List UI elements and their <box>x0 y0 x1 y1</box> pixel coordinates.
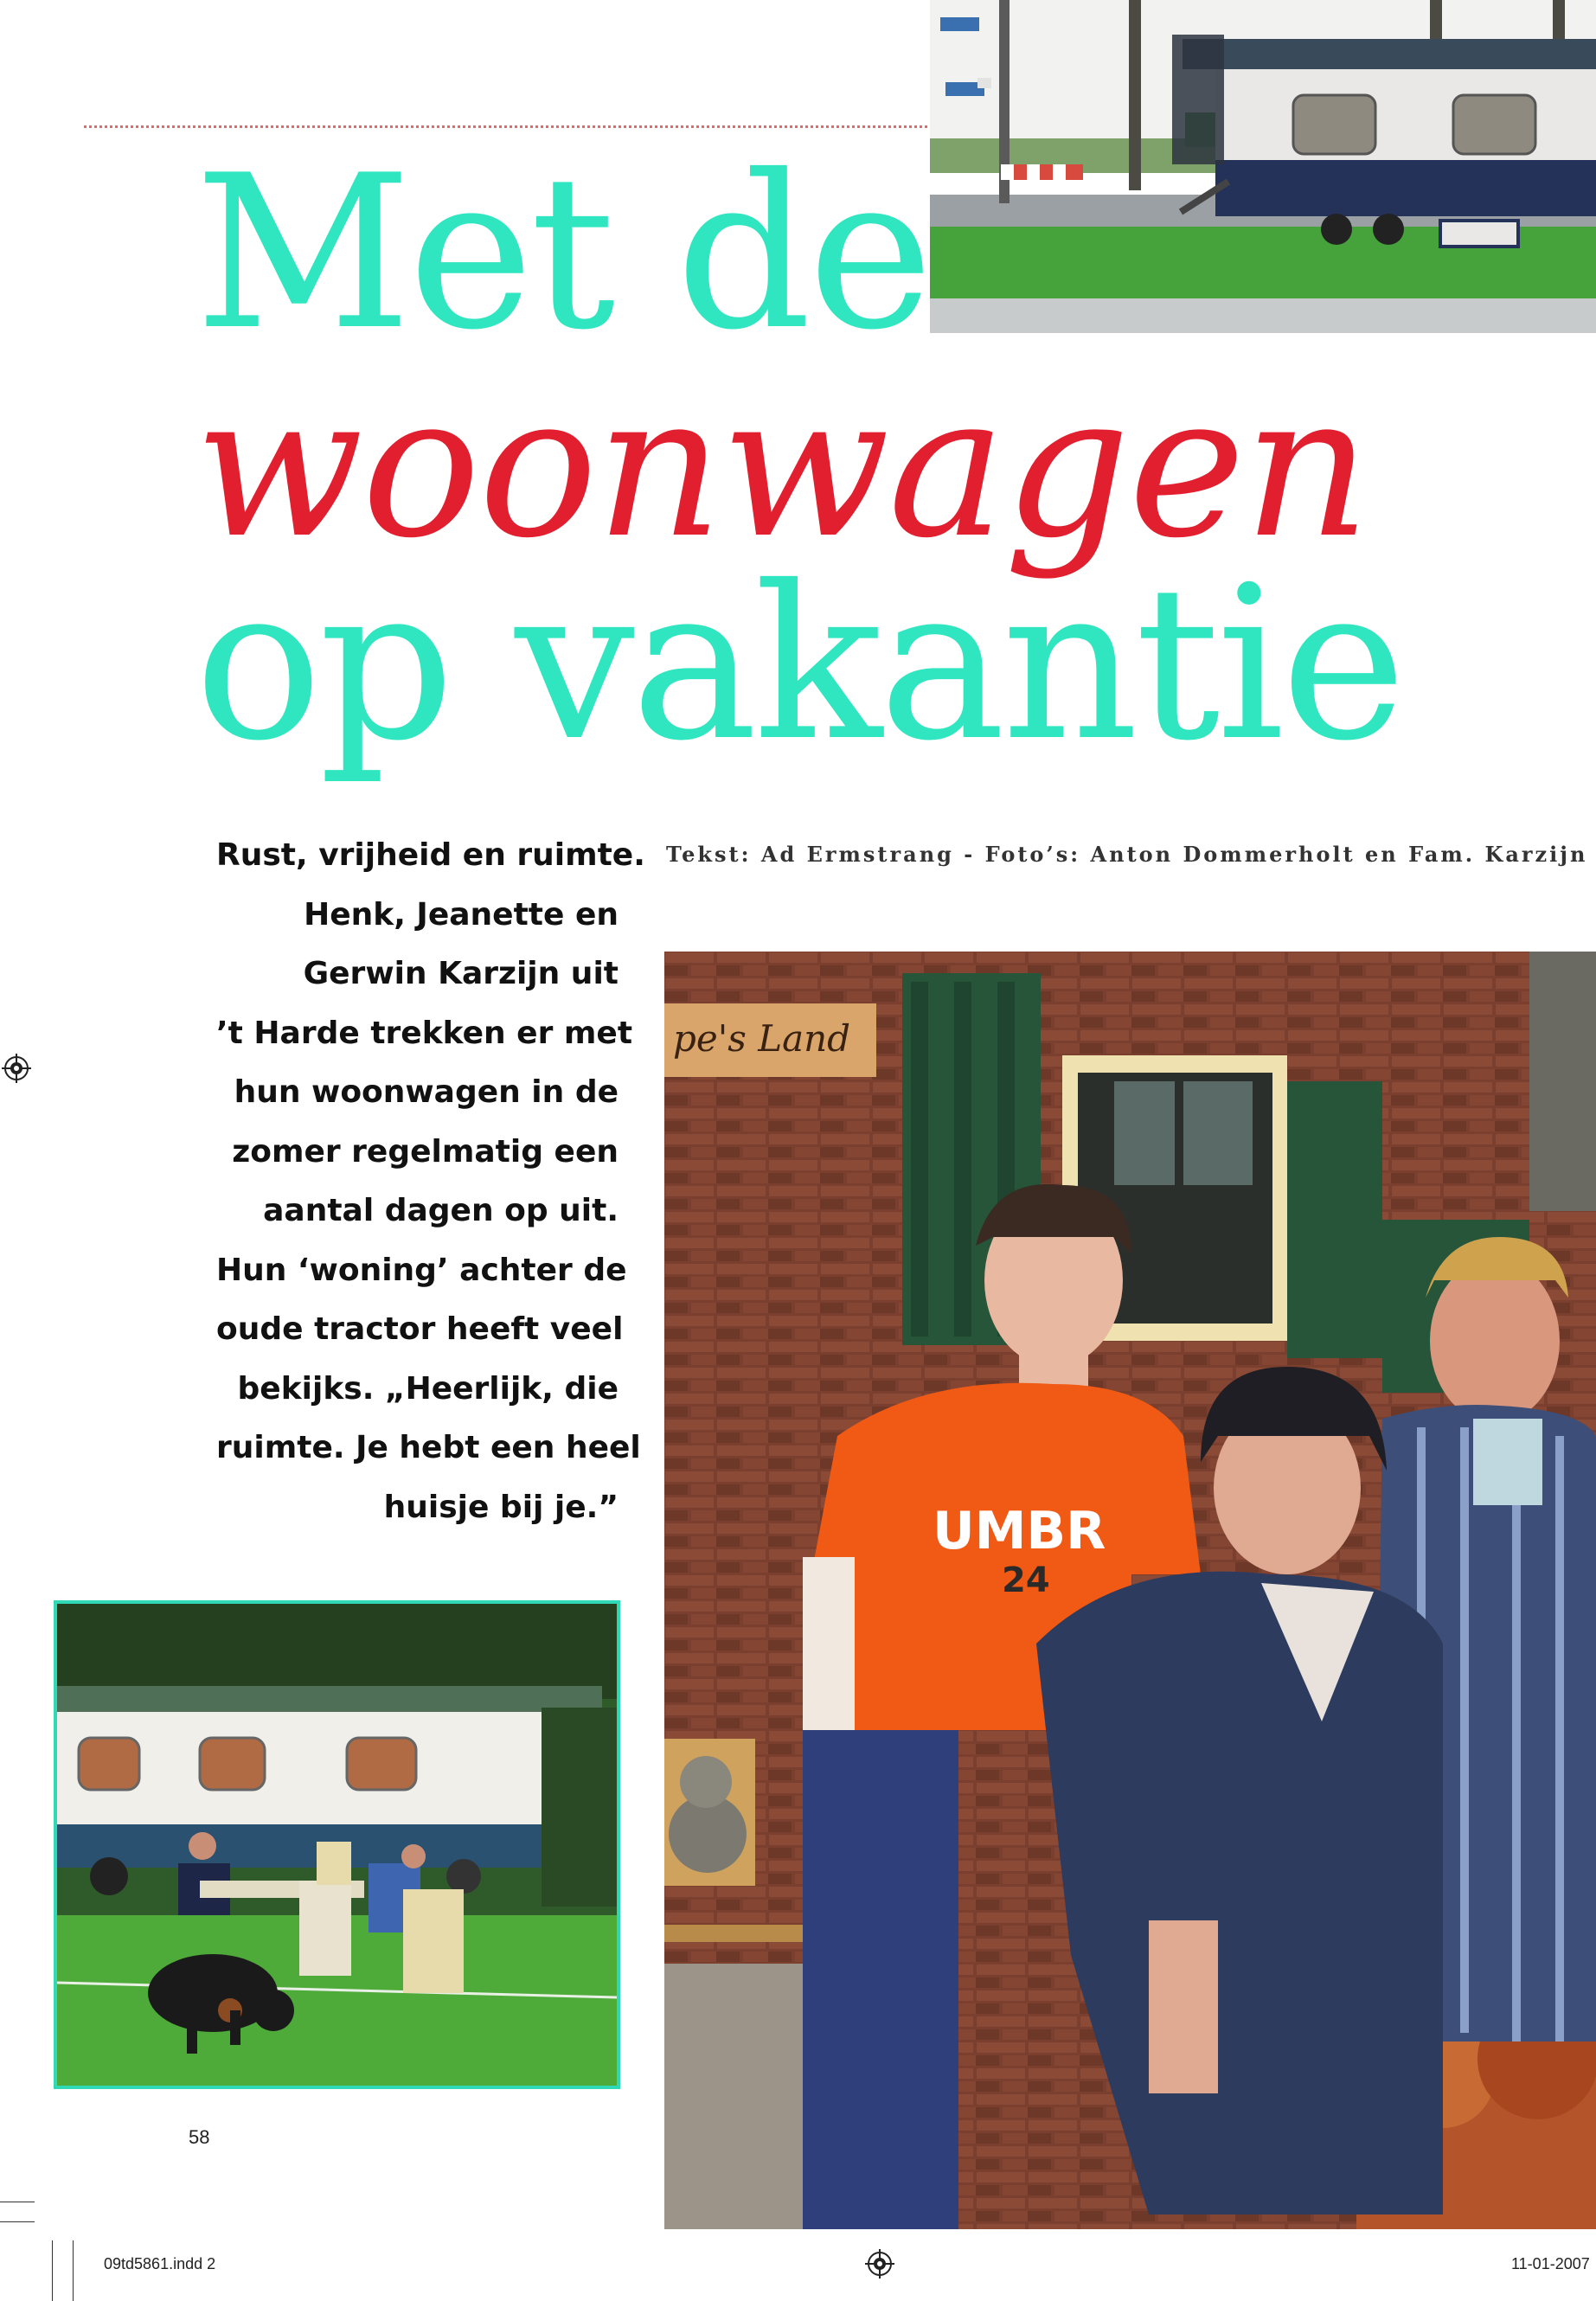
house-sign-text: pe's Land <box>673 1017 851 1060</box>
registration-mark-icon <box>865 2249 894 2279</box>
photo-credits: Tekst: Ad Ermstrang - Foto’s: Anton Dommerholt en Fam. Karzijn <box>666 842 1588 867</box>
caravan-roadside-photo <box>930 0 1596 333</box>
intro-line: ruimte. Je hebt een heel <box>216 1430 641 1465</box>
title-line-2: woonwagen <box>195 351 1369 581</box>
family-photo <box>664 952 1596 2229</box>
dotted-rule <box>84 125 927 128</box>
title-line-1: Met de <box>195 130 931 376</box>
intro-line: bekijks. „Heerlijk, die <box>237 1370 619 1407</box>
crop-mark <box>0 2221 35 2222</box>
crop-mark <box>73 2240 74 2301</box>
intro-line: hun woonwagen in de <box>234 1074 619 1110</box>
intro-line: ’t Harde trekken er met <box>216 1015 633 1051</box>
intro-line: Rust, vrijheid en ruimte. <box>216 837 645 873</box>
intro-line: Henk, Jeanette en <box>304 896 619 933</box>
intro-line: huisje bij je.” <box>383 1489 619 1525</box>
intro-line: Hun ‘woning’ achter de <box>216 1252 627 1288</box>
registration-mark-icon <box>2 1054 31 1083</box>
shirt-number: 24 <box>1002 1561 1050 1600</box>
intro-line: Gerwin Karzijn uit <box>303 956 619 991</box>
intro-line: oude tractor heeft veel <box>216 1311 624 1347</box>
title-line-3: op vakantie <box>195 541 1403 787</box>
footer-date: 11-01-2007 <box>1511 2255 1590 2272</box>
intro-line: zomer regelmatig een <box>232 1133 619 1170</box>
page-number: 58 <box>189 2126 210 2148</box>
intro-paragraph <box>216 826 645 1537</box>
caravan-campsite-photo <box>54 1600 620 2089</box>
intro-line: aantal dagen op uit. <box>263 1193 619 1228</box>
footer-file-name: 09td5861.indd 2 <box>104 2255 216 2272</box>
crop-mark <box>52 2240 53 2301</box>
shirt-text: UMBR <box>933 1501 1106 1561</box>
